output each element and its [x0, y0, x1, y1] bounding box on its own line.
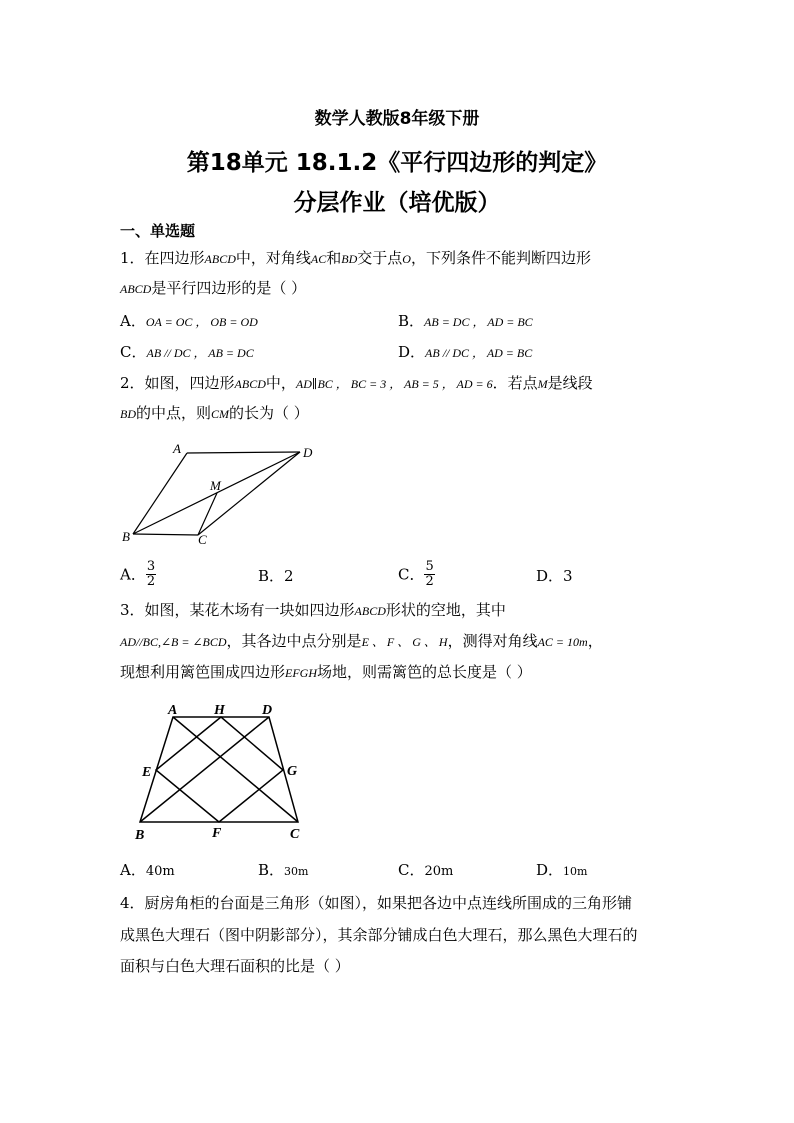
q3-label-a: A — [168, 703, 178, 718]
q2-option-a[interactable]: A． $\frac{3}{2}$ — [120, 559, 156, 589]
q3-label-d: D — [262, 703, 273, 718]
section-title: 一、单选题 — [120, 222, 196, 240]
q2-option-d[interactable]: D．3 — [536, 567, 573, 585]
q3-figure — [128, 697, 318, 847]
q3-label-e: E — [142, 765, 152, 780]
doc-title-level: 分层作业（培优版） — [293, 190, 501, 216]
q2-line1: 2．如图，四边形ABCD中，AD∥BC ， BC = 3 ， AB = 5 ， AD = 6．若点M是线段 — [120, 374, 593, 392]
q2-option-c[interactable]: C． $\frac{5}{2}$ — [398, 559, 434, 589]
q4-line3: 面积与白色大理石面积的比是（ ） — [120, 957, 350, 975]
q3-option-b[interactable]: B．30m — [258, 861, 309, 879]
q2-option-a-fraction: $\frac{3}{2}$ — [146, 559, 156, 589]
q1-option-c[interactable]: C．AB // DC ， AB = DC — [120, 343, 254, 361]
q2-line2: BD的中点，则CM的长为（ ） — [120, 404, 309, 422]
q3-option-c[interactable]: C．20m — [398, 861, 454, 879]
q2-label-b: B — [122, 529, 130, 544]
q3-line3: 现想利用篱笆围成四边形EFGH场地，则需篱笆的总长度是（ ） — [120, 663, 532, 681]
q3-line1: 3．如图，某花木场有一块如四边形ABCD形状的空地，其中 — [120, 601, 506, 619]
q2-label-d: D — [303, 445, 313, 460]
q2-label-m: M — [210, 478, 221, 493]
q2-label-a: A — [173, 441, 181, 456]
q3-label-f: F — [212, 826, 222, 841]
q2-label-c: C — [198, 532, 207, 547]
q1-line1: 1．在四边形ABCD中，对角线AC和BD交于点O，下列条件不能判断四边形 — [120, 249, 591, 267]
q1-option-a[interactable]: A．OA = OC ， OB = OD — [120, 312, 258, 330]
q4-line2: 成黑色大理石（图中阴影部分），其余部分铺成白色大理石，那么黑色大理石的 — [120, 926, 638, 944]
q2-option-c-fraction: $\frac{5}{2}$ — [425, 559, 434, 589]
q3-line2: AD//BC,∠B = ∠BCD，其各边中点分别是E 、 F 、 G 、 H，测得对角线AC = 10m， — [120, 632, 603, 650]
q3-label-h: H — [214, 703, 225, 718]
q4-line1: 4．厨房角柜的台面是三角形（如图），如果把各边中点连线所围成的三角形铺 — [120, 894, 633, 912]
q3-option-d[interactable]: D．10m — [536, 861, 588, 879]
q1-option-b[interactable]: B．AB = DC ， AD = BC — [398, 312, 533, 330]
q3-label-b: B — [135, 828, 145, 843]
q2-option-b[interactable]: B．2 — [258, 567, 294, 585]
q3-label-c: C — [290, 827, 300, 842]
doc-subtitle: 数学人教版8年级下册 — [314, 109, 480, 129]
q3-option-a[interactable]: A．40m — [120, 861, 175, 879]
q1-option-d[interactable]: D．AB // DC ， AD = BC — [398, 343, 533, 361]
doc-title: 第18单元 18.1.2《平行四边形的判定》 — [186, 150, 608, 176]
q1-line2: ABCD是平行四边形的是（ ） — [120, 279, 307, 297]
q2-figure — [118, 438, 328, 550]
q3-label-g: G — [287, 764, 298, 779]
